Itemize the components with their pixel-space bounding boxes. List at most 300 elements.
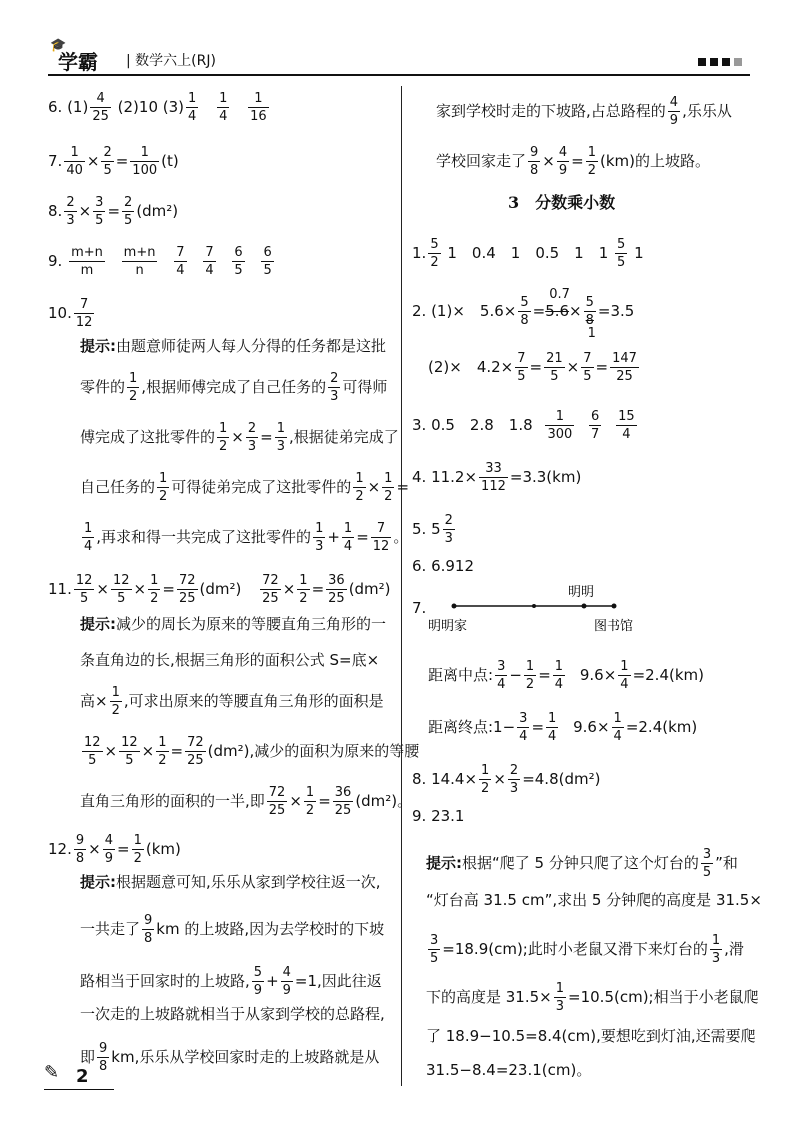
answer-7: [48, 144, 179, 179]
num: 3: [95, 195, 104, 210]
t: ×: [542, 152, 555, 170]
fraction: [232, 244, 244, 279]
t: =4.8(dm²): [522, 770, 601, 788]
den: m: [80, 263, 94, 278]
subject-title: | 数学六上(RJ): [126, 53, 216, 69]
num: 2: [330, 371, 339, 386]
num: 1: [130, 144, 159, 162]
num: 1: [64, 144, 85, 162]
fraction: [515, 350, 527, 385]
num: 5: [253, 965, 263, 980]
fraction: [304, 784, 316, 819]
t: (dm²),减少的面积为原来的等腰: [207, 742, 420, 760]
num: 36: [334, 785, 352, 800]
fraction: [246, 420, 258, 455]
fraction: [333, 784, 354, 819]
t: ”和: [715, 854, 738, 872]
t: ,根据师傅完成了自己任务的: [141, 378, 327, 396]
t: km,乐乐从学校回家时走的上坡路就是从: [111, 1048, 380, 1066]
t: ,再求和得一共完成了这批零件的: [96, 528, 312, 546]
hint-12-line2: [80, 912, 384, 947]
t: =: [396, 478, 410, 496]
t: =: [115, 152, 129, 170]
den: 8: [99, 1059, 108, 1074]
t: +: [266, 972, 279, 990]
hint-10-line2: [80, 370, 387, 405]
den: 9: [282, 983, 291, 998]
den: 5: [79, 591, 89, 606]
fraction: [313, 520, 325, 555]
num: 7: [583, 351, 592, 366]
t: 距离中点:: [428, 666, 494, 684]
answer-r5: [412, 512, 457, 547]
fraction: [517, 710, 529, 745]
num: 1: [158, 735, 167, 750]
header-square-icon: [710, 58, 718, 66]
den: 4: [219, 109, 228, 124]
num: 3: [519, 711, 528, 726]
t: =: [311, 580, 325, 598]
fraction: [252, 964, 264, 999]
fraction: [479, 460, 508, 495]
hint-10-line3: [80, 420, 399, 455]
num: 3: [497, 659, 506, 674]
hint-label: 提示:: [426, 854, 462, 872]
t: ×: [104, 742, 118, 760]
hint-r9-line2: “灯台高 31.5 cm”,求出 5 分钟爬的高度是 31.5×: [426, 891, 762, 909]
fraction: [581, 350, 593, 385]
fraction: [443, 512, 455, 547]
num: 2: [124, 195, 133, 210]
num: 1: [711, 933, 721, 948]
den: n: [135, 263, 144, 278]
hint-label: 提示:: [80, 615, 116, 633]
right-cont-line2: [436, 144, 710, 179]
answer-r1: [412, 236, 644, 271]
num: 9: [530, 145, 539, 160]
num: 12: [121, 735, 138, 750]
fraction: [156, 734, 168, 769]
num: 1: [384, 471, 393, 486]
num: 3: [430, 933, 439, 948]
den: 4: [519, 729, 528, 744]
num: 1: [548, 711, 557, 726]
den: 25: [616, 369, 633, 384]
t: 8.: [48, 202, 63, 220]
den: 3: [315, 539, 324, 554]
t: ×: [282, 580, 296, 598]
hint-label: 提示:: [80, 873, 116, 891]
hint-10-line5: [80, 520, 408, 555]
hint-11-line3: [80, 684, 384, 719]
den: 8: [530, 163, 539, 178]
t: =: [260, 428, 273, 446]
t: =: [571, 152, 584, 170]
fraction: [64, 194, 76, 229]
t: (km): [145, 840, 181, 858]
fraction: [74, 572, 95, 607]
fraction: [297, 572, 309, 607]
fraction: [74, 296, 95, 331]
num: 1: [159, 471, 168, 486]
t: 高×: [80, 692, 108, 710]
den: 2: [587, 163, 597, 178]
t: 根据“爬了 5 分钟只爬了这个灯台的: [462, 854, 699, 872]
fraction: [157, 470, 169, 505]
fraction: [82, 520, 94, 555]
t: ×: [141, 742, 155, 760]
num: 7: [74, 296, 95, 314]
fraction: [382, 470, 394, 505]
t: 减少的周长为原来的等腰直角三角形的一: [116, 615, 387, 633]
den: 112: [481, 479, 506, 494]
num: 7: [205, 245, 214, 260]
t: ,乐乐从: [682, 102, 732, 120]
den: 4: [554, 677, 564, 692]
den: 5: [234, 263, 243, 278]
den: 9: [558, 163, 568, 178]
den: 2: [150, 591, 159, 606]
t: 2. (1)× 5.6×: [412, 302, 517, 320]
t: 4. 11.2×: [412, 468, 478, 486]
fraction: [74, 832, 86, 867]
den: 9: [669, 113, 679, 128]
fraction: [203, 244, 215, 279]
fraction: [217, 90, 229, 125]
answer-11: [48, 572, 391, 607]
t: =: [162, 580, 175, 598]
fraction: [328, 370, 340, 405]
mingming-point: [582, 604, 587, 609]
den: 2: [111, 703, 120, 718]
fraction: [267, 784, 288, 819]
fraction: [97, 1040, 109, 1075]
t: 12.: [48, 840, 72, 858]
t: ×: [96, 580, 109, 598]
num: 2: [103, 145, 112, 160]
fraction: [701, 846, 713, 881]
den: 5: [430, 951, 439, 966]
header-square-icon: [734, 58, 742, 66]
t: 9.: [48, 252, 63, 270]
num: 7: [371, 520, 392, 538]
num: 4: [104, 833, 113, 848]
num: 12: [75, 573, 93, 588]
num: 1: [188, 91, 197, 106]
den: 8: [585, 313, 594, 328]
fraction: [260, 572, 281, 607]
fraction: [557, 144, 569, 179]
num: 5: [520, 295, 529, 310]
num: 1: [84, 521, 93, 536]
den: 5: [124, 213, 133, 228]
t: =1,因此往返: [294, 972, 382, 990]
answer-r2a: [412, 287, 635, 341]
fraction: [148, 572, 160, 607]
den: 4: [548, 729, 557, 744]
fraction: [103, 832, 115, 867]
t: 根据题意可知,乐乐从家到学校往返一次,: [116, 873, 381, 891]
answer-6: [48, 90, 271, 125]
fraction: [371, 520, 392, 555]
den: 5: [550, 369, 559, 384]
fraction: [428, 932, 440, 967]
t: =2.4(km): [632, 666, 704, 684]
t: ,根据徒弟完成了: [289, 428, 399, 446]
den: 5: [88, 753, 97, 768]
library-point: [612, 604, 617, 609]
fraction: [217, 420, 229, 455]
num: 21: [546, 351, 563, 366]
fraction: [495, 658, 507, 693]
fraction: [101, 144, 113, 179]
fraction: [130, 144, 159, 179]
den: 300: [547, 427, 573, 442]
den: 2: [305, 803, 315, 818]
fraction: [518, 294, 530, 329]
den: 25: [178, 591, 196, 606]
column-divider: [401, 86, 402, 1086]
den: 5: [702, 865, 712, 880]
midpoint: [532, 604, 536, 608]
t: (t): [161, 152, 179, 170]
num: 12: [84, 735, 101, 750]
answer-r7b: [428, 658, 704, 693]
t: 10.: [48, 304, 72, 322]
fraction: [553, 658, 565, 693]
num: 1: [219, 91, 228, 106]
t: ×: [569, 302, 582, 320]
num: 33: [479, 460, 508, 478]
t: 下的高度是 31.5×: [426, 988, 552, 1006]
num: 1: [150, 573, 159, 588]
header-rule: [48, 74, 750, 76]
den: 2: [299, 591, 308, 606]
fraction: [353, 470, 365, 505]
fraction: [248, 90, 269, 125]
den: 3: [444, 531, 453, 546]
fraction: [119, 734, 140, 769]
den: 5: [125, 753, 134, 768]
fraction: [528, 144, 540, 179]
t: 1: [634, 244, 644, 262]
fraction: [612, 710, 624, 745]
num: 2: [509, 763, 519, 778]
fraction: [186, 90, 198, 125]
den: 4: [176, 263, 185, 278]
num: 1: [343, 521, 353, 536]
t: 6. (1): [48, 98, 89, 116]
fraction: [185, 734, 206, 769]
header-square-icon: [722, 58, 730, 66]
den: 12: [75, 315, 93, 330]
den: 12: [372, 539, 390, 554]
den: 5: [583, 369, 592, 384]
hint-10-line4: [80, 470, 409, 505]
den: 8: [520, 313, 529, 328]
t: =10.5(cm);相当于小老鼠爬: [568, 988, 759, 1006]
t: −: [509, 666, 522, 684]
t: 1.: [412, 244, 427, 262]
answer-12: [48, 832, 181, 867]
t: (dm²)。: [355, 792, 413, 810]
fraction: [545, 408, 574, 443]
den: 25: [268, 803, 286, 818]
t: 8. 14.4×: [412, 770, 478, 788]
num: 72: [262, 573, 279, 588]
t: 家到学校时走的下坡路,占总路程的: [436, 102, 666, 120]
fraction: [479, 762, 491, 797]
fraction: [64, 144, 85, 179]
pencil-icon: ✎: [44, 1062, 60, 1083]
page-header: [48, 38, 750, 78]
den: 3: [276, 439, 286, 454]
t: 0.7: [549, 287, 570, 302]
fraction: [82, 734, 103, 769]
num: 1: [219, 421, 228, 436]
num: 5: [585, 295, 594, 310]
num: 4: [282, 965, 291, 980]
t: =18.9(cm);此时小老鼠又滑下来灯台的: [442, 940, 708, 958]
t: ×: [566, 358, 580, 376]
t: 5.6: [545, 302, 570, 320]
den: 2: [129, 389, 138, 404]
fraction: [281, 964, 293, 999]
cancel-fraction: [582, 294, 598, 341]
den: 3: [66, 213, 75, 228]
num: 1: [545, 408, 574, 426]
num: 1: [248, 90, 269, 108]
t: 直角三角形的面积的一半,即: [80, 792, 265, 810]
t: 由题意师徒两人每人分得的任务都是这批: [116, 337, 387, 355]
section-heading: 3 分数乘小数: [508, 193, 616, 212]
t: 零件的: [80, 378, 126, 396]
t: =: [318, 792, 331, 810]
den: 4: [497, 677, 506, 692]
answer-8: [48, 194, 178, 229]
num: 5: [617, 237, 626, 252]
num: 3: [702, 847, 712, 862]
t: (km)的上坡路。: [600, 152, 711, 170]
den: 2: [133, 851, 142, 866]
num: 2: [247, 421, 257, 436]
num: 9: [75, 833, 85, 848]
hint-r9-line1: [426, 846, 738, 881]
footer-rule: [44, 1089, 114, 1090]
num: 2: [66, 195, 75, 210]
t: 7.: [48, 152, 63, 170]
num: 147: [612, 351, 637, 366]
mortarboard-icon: 🎓: [50, 38, 67, 53]
den: 5: [263, 263, 272, 278]
page-number: 2: [76, 1066, 89, 1087]
hint-10-line1: [80, 336, 386, 356]
hint-11-line1: [80, 614, 386, 634]
t: +: [327, 528, 340, 546]
num: 1: [355, 471, 364, 486]
fraction: [554, 980, 566, 1015]
t: =2.4(km): [625, 718, 698, 736]
hint-label: 提示:: [80, 337, 116, 355]
t: 自己任务的: [80, 478, 156, 496]
fraction: [132, 832, 144, 867]
t: 路相当于回家时的上坡路,: [80, 972, 250, 990]
answer-10: [48, 296, 96, 331]
fraction: [127, 370, 139, 405]
t: ×: [289, 792, 302, 810]
num: 1: [587, 145, 597, 160]
den: 5: [95, 213, 104, 228]
den: 2: [158, 753, 167, 768]
den: 25: [328, 591, 345, 606]
t: ,可求出原来的等腰直角三角形的面积是: [123, 692, 384, 710]
hint-12-line5: [80, 1040, 379, 1075]
hint-12-line3: [80, 964, 382, 999]
t: 距离终点:1−: [428, 718, 516, 736]
fraction: [544, 350, 565, 385]
den: 9: [253, 983, 263, 998]
page-footer: [44, 1062, 89, 1087]
t: 1 0.4 1 0.5 1 1: [447, 244, 609, 262]
num: 6: [263, 245, 272, 260]
fraction: [93, 194, 105, 229]
num: 7: [176, 245, 185, 260]
hint-12-line4: 一次走的上坡路就相当于从家到学校的总路程,: [80, 1005, 385, 1023]
t: ×: [367, 478, 381, 496]
hint-12-line1: [80, 872, 381, 892]
answer-r9: 9. 23.1: [412, 807, 465, 825]
answer-9: [48, 244, 276, 279]
t: 可得师: [342, 378, 388, 396]
t: 可得徒弟完成了这批零件的: [171, 478, 352, 496]
fraction: [610, 350, 639, 385]
num: 1: [315, 521, 324, 536]
num: 1: [299, 573, 308, 588]
den: 3: [330, 389, 339, 404]
t: 学校回家走了: [436, 152, 527, 170]
fraction: [110, 684, 122, 719]
hint-r9-line3: [426, 932, 744, 967]
fraction: [326, 572, 347, 607]
fraction: [261, 244, 273, 279]
num: 72: [268, 785, 286, 800]
t: ×: [493, 770, 506, 788]
cancel-term: [545, 287, 570, 321]
den: 2: [430, 255, 439, 270]
fraction: [90, 90, 111, 125]
num: 1: [613, 711, 622, 726]
hint-r9-line5: 了 18.9−10.5=8.4(cm),要想吃到灯油,还需要爬: [426, 1027, 756, 1045]
den: 5: [617, 255, 626, 270]
t: =: [538, 666, 551, 684]
t: 11.: [48, 580, 72, 598]
fraction: [122, 244, 158, 279]
num: 1: [276, 421, 286, 436]
t: (dm²): [199, 580, 242, 598]
num: 1: [620, 659, 629, 674]
num: 15: [618, 409, 635, 424]
num: 1: [133, 833, 142, 848]
den: 25: [334, 803, 352, 818]
fraction: [615, 236, 627, 271]
t: (dm²): [136, 202, 179, 220]
den: 9: [104, 851, 113, 866]
fraction: [508, 762, 520, 797]
fraction: [177, 572, 198, 607]
den: 4: [343, 539, 353, 554]
den: 8: [75, 851, 85, 866]
answer-r7c: [428, 710, 697, 745]
